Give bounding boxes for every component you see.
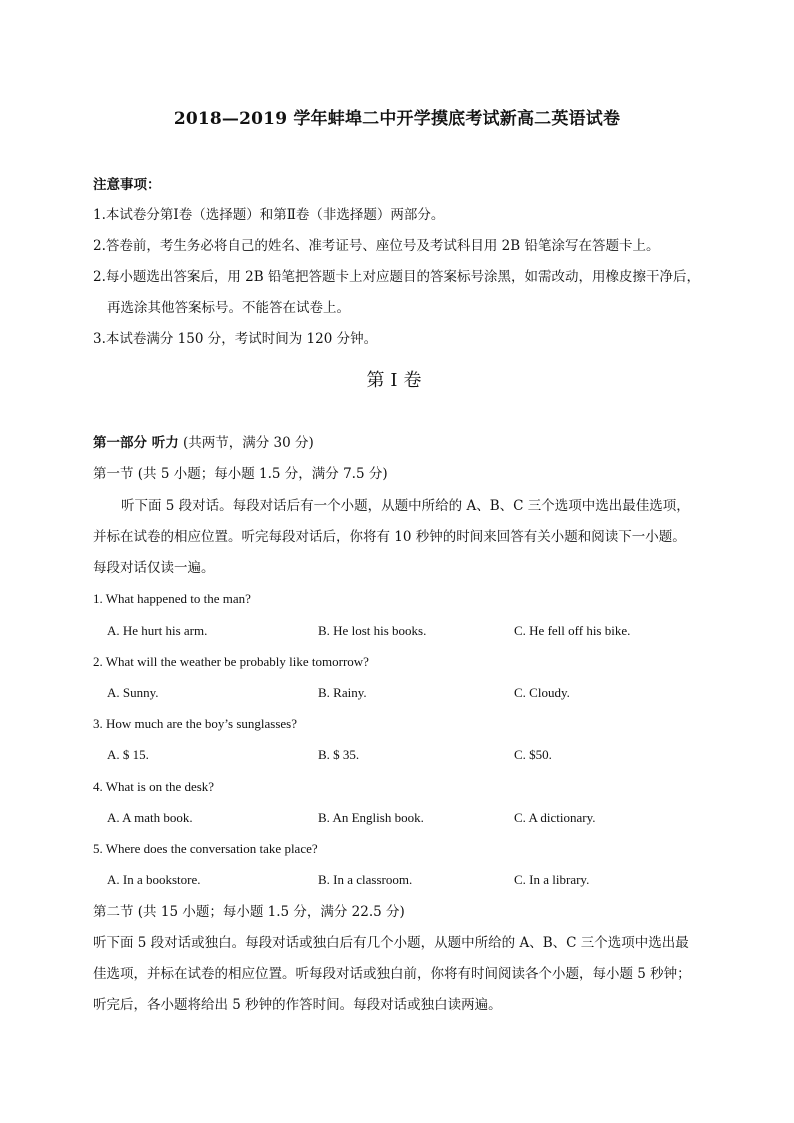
volume-title: 第Ⅰ卷: [366, 370, 428, 391]
part1-heading-bold: 第一部分 听力: [93, 435, 179, 451]
option-a: A. $ 15.: [107, 747, 149, 762]
option-c: C. In a library.: [514, 872, 590, 887]
question-stem: 1. What happened to the man?: [93, 591, 251, 606]
section2-heading: 第二节 (共 15 小题；每小题 1.5 分，满分 22.5 分): [93, 904, 405, 920]
option-a: A. He hurt his arm.: [107, 623, 208, 638]
part1-heading: [93, 434, 314, 452]
option-b: B. An English book.: [318, 810, 424, 825]
question-stem: 3. How much are the boy’s sunglasses?: [93, 716, 297, 731]
note-item: 2.每小题选出答案后，用 2B 铅笔把答题卡上对应题目的答案标号涂黑，如需改动，用橡皮擦干净后，: [93, 269, 700, 285]
option-b: B. He lost his books.: [318, 623, 427, 638]
option-c: C. $50.: [514, 747, 552, 762]
exam-title: 2018—2019 学年蚌埠二中开学摸底考试新高二英语试卷: [173, 109, 621, 129]
section1-instruction: 听下面 5 段对话。每段对话后有一个小题，从题中所给的 A、B、C 三个选项中选出最佳选项，: [121, 498, 690, 514]
option-b: B. In a classroom.: [318, 872, 413, 887]
section2-instruction: 听下面 5 段对话或独白。每段对话或独白后有几个小题，从题中所给的 A、B、C 三个选项中选出最: [93, 935, 689, 951]
notes-heading: 注意事项：: [93, 177, 161, 193]
note-item: 3.本试卷满分 150 分，考试时间为 120 分钟。: [93, 331, 378, 347]
section2-instruction: 佳选项，并标在试卷的相应位置。听每段对话或独白前，你将有时间阅读各个小题，每小题 5 秒钟；: [93, 966, 691, 982]
section1-heading: 第一节 (共 5 小题；每小题 1.5 分，满分 7.5 分): [93, 466, 388, 482]
option-b: B. $ 35.: [318, 747, 360, 762]
section1-instruction: 每段对话仅读一遍。: [93, 560, 215, 576]
option-a: A. A math book.: [107, 810, 193, 825]
note-item: 2.答卷前，考生务必将自己的姓名、准考证号、座位号及考试科目用 2B 铅笔涂写在答题卡上。: [93, 238, 660, 254]
part1-heading-rest: (共两节，满分 30 分): [178, 435, 314, 451]
option-a: A. Sunny.: [107, 685, 159, 700]
option-a: A. In a bookstore.: [107, 872, 201, 887]
question-stem: 5. Where does the conversation take place?: [93, 841, 318, 856]
question-stem: 4. What is on the desk?: [93, 779, 215, 794]
note-item: 再选涂其他答案标号。不能答在试卷上。: [107, 300, 350, 316]
question-stem: 2. What will the weather be probably like tomorrow?: [93, 654, 369, 669]
option-c: C. Cloudy.: [514, 685, 570, 700]
option-c: C. A dictionary.: [514, 810, 596, 825]
option-b: B. Rainy.: [318, 685, 367, 700]
note-item: 1.本试卷分第Ⅰ卷（选择题）和第Ⅱ卷（非选择题）两部分。: [93, 207, 445, 223]
section1-instruction: 并标在试卷的相应位置。听完每段对话后，你将有 10 秒钟的时间来回答有关小题和阅读下一小题。: [93, 529, 686, 545]
option-c: C. He fell off his bike.: [514, 623, 631, 638]
section2-instruction: 听完后，各小题将给出 5 秒钟的作答时间。每段对话或独白读两遍。: [93, 997, 502, 1013]
